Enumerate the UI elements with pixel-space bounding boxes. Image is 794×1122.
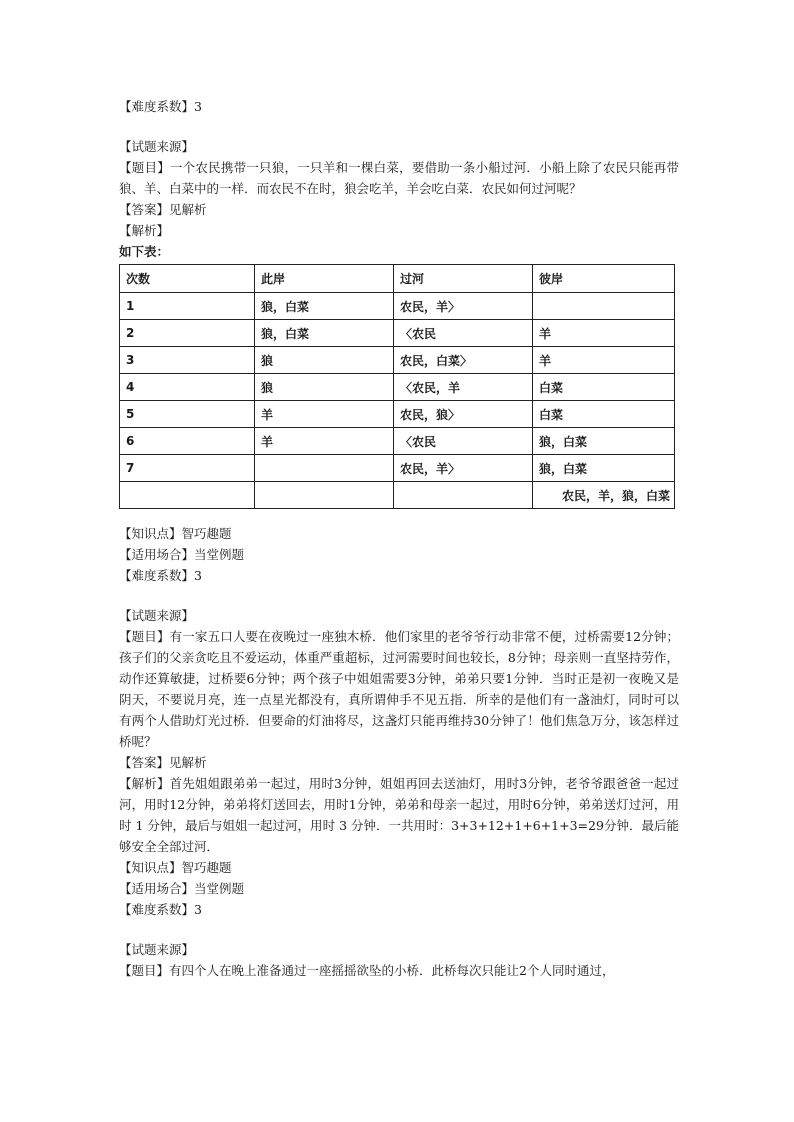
table-row (120, 374, 675, 401)
source-label: 【试题来源】 (119, 608, 195, 623)
question-text: 【题目】有一家五口人要在夜晚过一座独木桥．他们家里的老爷爷行动非常不便，过桥需要12分钟；孩子们的父亲贪吃且不爱运动，体重严重超标，过河需要时间也较长，8分钟；母亲则一直坚持劳作，动作还算敏捷，过桥要6分钟；两个孩子中姐姐需要3分钟，弟弟只要1分钟．当时正是初一夜晚又是阴天，不要说月亮，连一点星光都没有，真所谓伸手不见五指．所幸的是他们有一盏油灯，同时可以有两个人借助灯光过桥．但要命的灯油将尽，这盏灯只能再维持30分钟了！他们焦急万分，该怎样过桥呢？ (119, 629, 679, 749)
scenario-label: 【适用场合】当堂例题 (119, 881, 245, 896)
table-cell: 农民，羊〉 (394, 455, 533, 482)
table-cell: 狼 (255, 347, 394, 374)
scenario-label: 【适用场合】当堂例题 (119, 547, 245, 562)
table-intro: 如下表： (119, 244, 170, 259)
table-cell (255, 482, 394, 509)
table-cell: 羊 (533, 320, 675, 347)
spacer (119, 509, 679, 523)
table-cell: 狼，白菜 (533, 455, 675, 482)
table-cell: 狼，白菜 (533, 428, 675, 455)
analysis-text: 【解析】首先姐姐跟弟弟一起过，用时3分钟，姐姐再回去送油灯，用时3分钟，老爷爷跟爸爸一起过河，用时12分钟，弟弟将灯送回去，用时1分钟，弟弟和母亲一起过，用时6分钟，弟弟送灯过河，用时 1 分钟，最后与姐姐一起过河，用时 3 分钟．一共用时：3+3+12+1+6+1+3=29分钟．最后能够安全全部过河． (119, 776, 679, 854)
header-other-bank: 彼岸 (533, 265, 675, 293)
table-cell: 羊 (255, 401, 394, 428)
source-label: 【试题来源】 (119, 942, 195, 957)
table-header-row (120, 265, 675, 293)
table-cell: 〈农民，羊 (394, 374, 533, 401)
table-cell: 6 (120, 428, 255, 455)
table-cell (120, 482, 255, 509)
question-text: 【题目】一个农民携带一只狼，一只羊和一棵白菜，要借助一条小船过河．小船上除了农民只能再带狼、羊、白菜中的一样．而农民不在时，狼会吃羊，羊会吃白菜．农民如何过河呢？ (119, 160, 679, 196)
question-text: 【题目】有四个人在晚上准备通过一座摇摇欲坠的小桥．此桥每次只能让2个人同时通过， (119, 963, 615, 978)
table-cell: 农民，羊〉 (394, 293, 533, 320)
header-crossing: 过河 (394, 265, 533, 293)
table-row (120, 428, 675, 455)
table-row (120, 347, 675, 374)
difficulty-label: 【难度系数】3 (119, 99, 202, 114)
table-cell: 羊 (533, 347, 675, 374)
table-cell: 狼 (255, 374, 394, 401)
answer-label: 【答案】见解析 (119, 202, 207, 217)
answer-label: 【答案】见解析 (119, 755, 207, 770)
table-cell: 狼，白菜 (255, 320, 394, 347)
table-row (120, 455, 675, 482)
table-cell: 4 (120, 374, 255, 401)
table-cell: 5 (120, 401, 255, 428)
table-cell: 1 (120, 293, 255, 320)
table-cell: 农民，白菜〉 (394, 347, 533, 374)
table-cell: 羊 (255, 428, 394, 455)
table-cell: 农民，羊，狼，白菜 (533, 482, 675, 509)
table-cell: 3 (120, 347, 255, 374)
table-row (120, 320, 675, 347)
table-row (120, 482, 675, 509)
difficulty-label: 【难度系数】3 (119, 902, 202, 917)
table-cell: 白菜 (533, 374, 675, 401)
table-cell (533, 293, 675, 320)
table-cell: 〈农民 (394, 320, 533, 347)
spacer (119, 117, 679, 136)
table-row (120, 401, 675, 428)
source-label: 【试题来源】 (119, 139, 195, 154)
table-cell: 狼，白菜 (255, 293, 394, 320)
knowledge-label: 【知识点】智巧趣题 (119, 526, 232, 541)
analysis-label: 【解析】 (119, 223, 170, 238)
table-cell: 白菜 (533, 401, 675, 428)
table-cell: 〈农民 (394, 428, 533, 455)
river-crossing-table (119, 264, 675, 509)
table-cell: 2 (120, 320, 255, 347)
spacer (119, 586, 679, 605)
difficulty-label: 【难度系数】3 (119, 568, 202, 583)
table-cell: 7 (120, 455, 255, 482)
table-cell: 农民，狼〉 (394, 401, 533, 428)
document-page (119, 96, 679, 981)
header-this-bank: 此岸 (255, 265, 394, 293)
table-cell (394, 482, 533, 509)
knowledge-label: 【知识点】智巧趣题 (119, 860, 232, 875)
table-cell (255, 455, 394, 482)
header-count: 次数 (120, 265, 255, 293)
spacer (119, 920, 679, 939)
table-row (120, 293, 675, 320)
